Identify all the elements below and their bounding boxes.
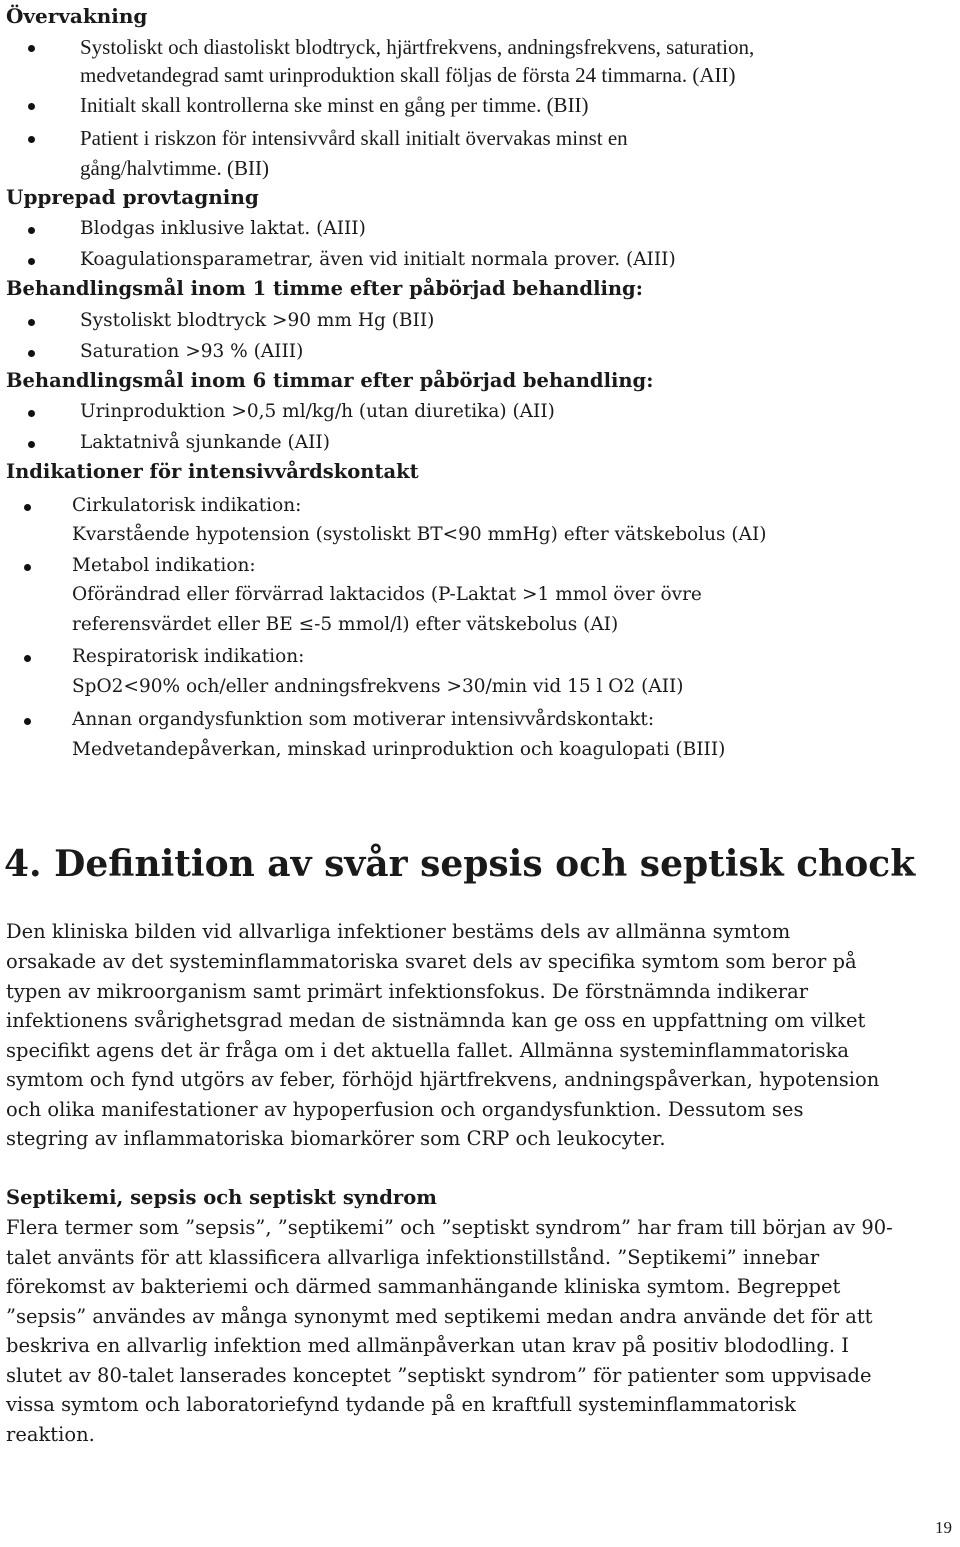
bullet-icon	[26, 36, 40, 60]
list-item: Respiratorisk indikation:	[72, 646, 305, 667]
list-item: Annan organdysfunktion som motiverar intensivvårdskontakt:	[72, 709, 655, 730]
list-item: Urinproduktion >0,5 ml/kg/h (utan diuretika) (AII)	[80, 401, 555, 422]
paragraph-line: Den kliniska bilden vid allvarliga infektioner bestäms dels av allmänna symtom	[6, 920, 791, 943]
list-item: Saturation >93 % (AIII)	[80, 341, 304, 362]
paragraph-line: orsakade av det systeminflammatoriska svaret dels av specifika symtom som beror på	[6, 950, 857, 973]
list-item-continuation: referensvärdet eller BE ≤-5 mmol/l) efter vätskebolus (AI)	[72, 614, 619, 635]
section-heading-overvakning: Övervakning	[6, 4, 148, 28]
bullet-icon	[22, 495, 36, 519]
paragraph-line: infektionens svårighetsgrad medan de sistnämnda kan ge oss en uppfattning om vilket	[6, 1009, 866, 1032]
list-item: Laktatnivå sjunkande (AII)	[80, 432, 330, 453]
page-number: 19	[935, 1518, 952, 1537]
list-item-continuation: Kvarstående hypotension (systoliskt BT<90 mmHg) efter vätskebolus (AI)	[72, 524, 767, 545]
list-item: Systoliskt och diastoliskt blodtryck, hjärtfrekvens, andningsfrekvens, saturation,	[80, 35, 755, 59]
paragraph-line: symtom och fynd utgörs av feber, förhöjd hjärtfrekvens, andningspåverkan, hypotension	[6, 1068, 880, 1091]
bullet-icon	[26, 401, 40, 425]
list-item: Initialt skall kontrollerna ske minst en gång per timme. (BII)	[80, 93, 589, 117]
list-item: Systoliskt blodtryck >90 mm Hg (BII)	[80, 310, 435, 331]
bullet-icon	[22, 709, 36, 733]
paragraph-line: talet använts för att klassificera allvarliga infektionstillstånd. ”Septikemi” innebar	[6, 1246, 820, 1269]
paragraph-line: reaktion.	[6, 1423, 95, 1446]
list-item: Koagulationsparametrar, även vid initialt normala prover. (AIII)	[80, 249, 676, 270]
list-item-continuation: medvetandegrad samt urinproduktion skall följas de första 24 timmarna. (AII)	[80, 63, 736, 87]
bullet-icon	[26, 432, 40, 456]
bullet-icon	[22, 646, 36, 670]
list-item-continuation: SpO2<90% och/eller andningsfrekvens >30/min vid 15 l O2 (AII)	[72, 676, 684, 697]
bullet-icon	[26, 310, 40, 334]
bullet-icon	[26, 94, 40, 118]
list-item-continuation: gång/halvtimme. (BII)	[80, 156, 269, 180]
paragraph-line: stegring av inflammatoriska biomarkörer som CRP och leukocyter.	[6, 1127, 666, 1150]
bullet-icon	[26, 218, 40, 242]
list-item: Blodgas inklusive laktat. (AIII)	[80, 218, 366, 239]
paragraph-line: Flera termer som ”sepsis”, ”septikemi” och ”septiskt syndrom” har fram till början av 90-	[6, 1216, 893, 1239]
section-heading-mal-1h: Behandlingsmål inom 1 timme efter påbörjad behandling:	[6, 277, 643, 300]
paragraph-line: vissa symtom och laboratoriefynd tydande på en kraftfull systeminflammatorisk	[6, 1393, 796, 1416]
subsection-heading: Septikemi, sepsis och septiskt syndrom	[6, 1186, 437, 1209]
paragraph-line: ”sepsis” användes av många synonymt med septikemi medan andra använde det för att	[6, 1305, 873, 1328]
list-item-continuation: Medvetandepåverkan, minskad urinproduktion och koagulopati (BIII)	[72, 739, 726, 760]
paragraph-line: slutet av 80-talet lanserades konceptet ”septiskt syndrom” för patienter som uppvisade	[6, 1364, 872, 1387]
list-item: Metabol indikation:	[72, 555, 256, 576]
bullet-icon	[26, 127, 40, 151]
paragraph-line: och olika manifestationer av hypoperfusion och organdysfunktion. Dessutom ses	[6, 1098, 804, 1121]
section-heading-provtagning: Upprepad provtagning	[6, 185, 259, 209]
section-heading-mal-6h: Behandlingsmål inom 6 timmar efter påbörjad behandling:	[6, 369, 654, 392]
paragraph-line: förekomst av bakteriemi och därmed sammanhängande kliniska symtom. Begreppet	[6, 1275, 841, 1298]
list-item: Cirkulatorisk indikation:	[72, 495, 302, 516]
list-item-continuation: Oförändrad eller förvärrad laktacidos (P-Laktat >1 mmol över övre	[72, 584, 702, 605]
bullet-icon	[26, 341, 40, 365]
list-item: Patient i riskzon för intensivvård skall initialt övervakas minst en	[80, 126, 628, 150]
paragraph-line: beskriva en allvarlig infektion med allmänpåverkan utan krav på positiv blododling. I	[6, 1334, 849, 1357]
section-heading-indikationer: Indikationer för intensivvårdskontakt	[6, 460, 419, 483]
paragraph-line: typen av mikroorganism samt primärt infektionsfokus. De förstnämnda indikerar	[6, 980, 809, 1003]
bullet-icon	[26, 249, 40, 273]
chapter-title: 4. Definition av svår sepsis och septisk chock	[4, 843, 916, 885]
bullet-icon	[22, 555, 36, 579]
paragraph-line: specifikt agens det är fråga om i det aktuella fallet. Allmänna systeminflammatoriska	[6, 1039, 849, 1062]
